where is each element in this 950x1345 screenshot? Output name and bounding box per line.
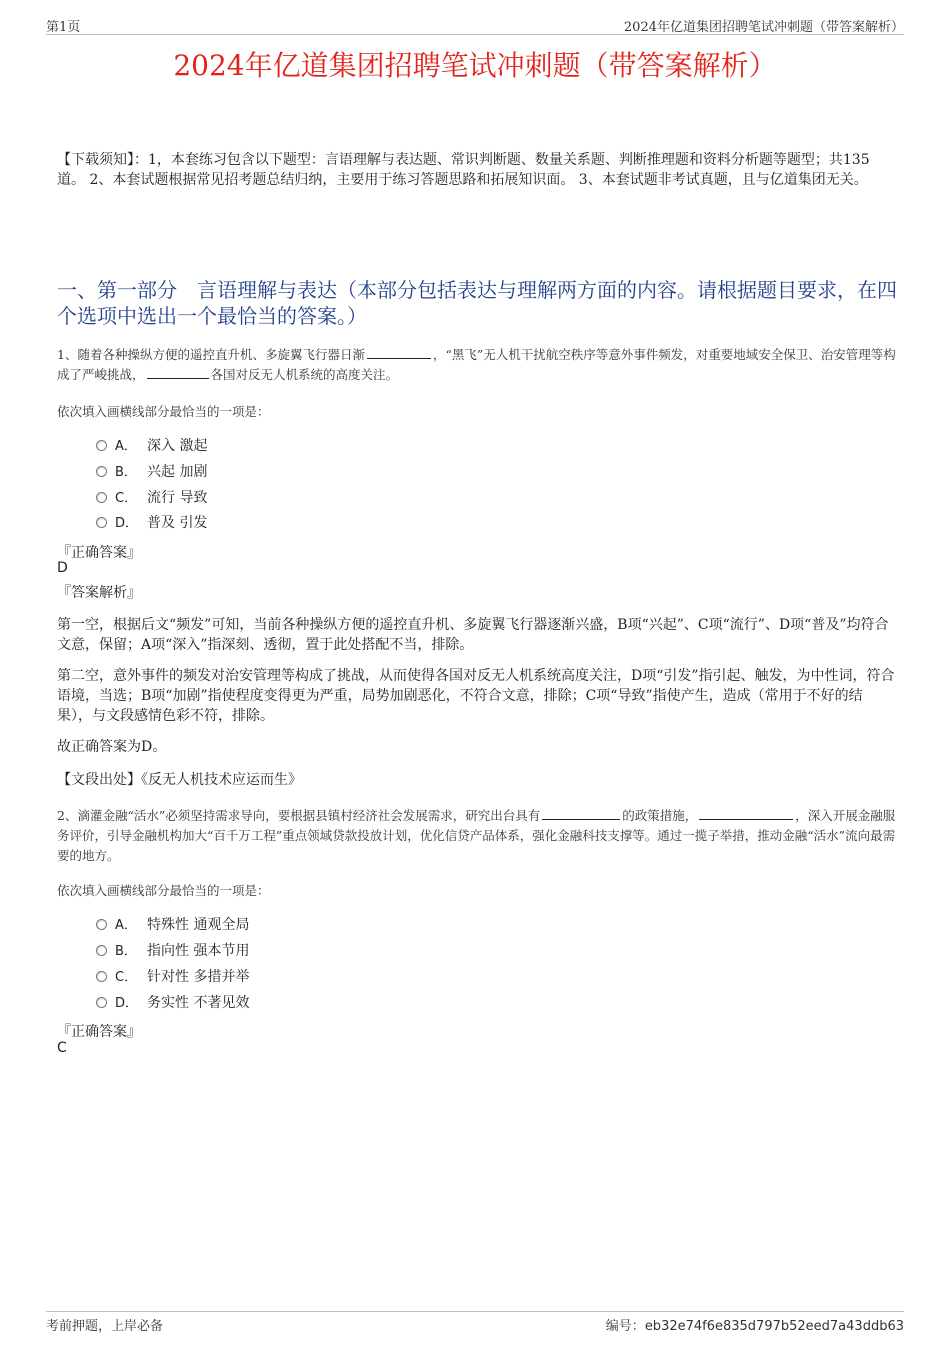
q1-stem-part-c: 各国对反无人机系统的高度关注。	[210, 367, 399, 382]
q1-source: 【文段出处】《反无人机技术应运而生》	[57, 772, 302, 788]
q1-answer: D	[57, 560, 68, 576]
q2-stem-part-b: 的政策措施，	[622, 808, 698, 823]
q2-stem-part-a: 2、滴灌金融“活水”必须坚持需求导向，要根据县镇村经济社会发展需求，研究出台具有	[57, 808, 541, 823]
q1-stem-part-a: 1、随着各种操纵方便的遥控直升机、多旋翼飞行器日渐	[57, 347, 365, 362]
q2-answer: C	[57, 1040, 67, 1056]
q1-option-b[interactable]: B． 兴起 加剧	[96, 462, 207, 482]
q1-option-c[interactable]: C． 流行 导致	[96, 488, 207, 508]
q1-option-a[interactable]: A． 深入 激起	[96, 436, 207, 456]
q1-analysis-conclusion: 故正确答案为D。	[57, 739, 167, 755]
fill-blank	[699, 806, 793, 820]
question-1-prompt: 依次填入画横线部分最恰当的一项是：	[57, 404, 270, 419]
q2-option-a[interactable]: A． 特殊性 通观全局	[96, 915, 249, 935]
radio-button[interactable]	[96, 492, 107, 503]
q2-option-b[interactable]: B． 指向性 强本节用	[96, 941, 249, 961]
fill-blank	[542, 806, 620, 820]
page-footer	[46, 1311, 904, 1334]
page-header	[46, 14, 904, 35]
q1-analysis-paragraph-2: 第二空，意外事件的频发对治安管理等构成了挑战，从而使得各国对反无人机系统高度关注，D项“引发”指引起、触发，为中性词，符合语境，当选；B项“加剧”指使程度变得更为严重，局势加剧恶化，不符合文意，排除；C项“导致”指使产生，造成（常用于不好的结果），与文段感情色彩不符，排除。	[57, 668, 895, 724]
q1-analysis-label: 『答案解析』	[57, 585, 141, 601]
footer-slogan: 考前押题，上岸必备	[46, 1319, 164, 1334]
question-2-prompt: 依次填入画横线部分最恰当的一项是：	[57, 883, 270, 898]
download-notice: 【下载须知】：1，本套练习包含以下题型：言语理解与表达题、常识判断题、数量关系题、判断推理题和资料分析题等题型；共135道。 2、本套试题根据常见招考题总结归纳，主要用于练习答题思路和拓展知识面。 3、本套试题非考试真题，且与亿道集团无关。	[57, 152, 870, 188]
fill-blank	[367, 345, 431, 359]
section-heading: 一、第一部分 言语理解与表达（本部分包括表达与理解两方面的内容。请根据题目要求，在四个选项中选出一个最恰当的答案。）	[57, 278, 897, 328]
q2-option-c[interactable]: C． 针对性 多措并举	[96, 967, 249, 987]
page-number: 第1页	[46, 20, 81, 35]
footer-code: 编号：eb32e74f6e835d797b52eed7a43ddb63	[605, 1319, 904, 1334]
fill-blank	[147, 365, 209, 379]
q1-answer-label: 『正确答案』	[57, 545, 141, 561]
question-2-stem	[57, 806, 902, 866]
q1-option-d[interactable]: D． 普及 引发	[96, 513, 207, 533]
radio-button[interactable]	[96, 517, 107, 528]
q1-stem-part-b: ，“黑飞”无人机干扰航空秩序等意外事件频发，对重要地域安全保卫、治安管理等构成了严峻挑战，	[57, 347, 896, 382]
radio-button[interactable]	[96, 440, 107, 451]
question-1-stem	[57, 345, 902, 385]
radio-button[interactable]	[96, 945, 107, 956]
q2-option-d[interactable]: D． 务实性 不著见效	[96, 993, 249, 1013]
q2-stem-part-c: ，深入开展金融服务评价，引导金融机构加大“百千万工程”重点领域贷款投放计划，优化信贷产品体系，强化金融科技支撑等。通过一揽子举措，推动金融“活水”流向最需要的地方。	[57, 808, 896, 863]
header-doc-title: 2024年亿道集团招聘笔试冲刺题（带答案解析）	[623, 20, 904, 35]
document-title: 2024年亿道集团招聘笔试冲刺题（带答案解析）	[173, 49, 777, 82]
radio-button[interactable]	[96, 997, 107, 1008]
radio-button[interactable]	[96, 971, 107, 982]
q1-analysis-paragraph-1: 第一空，根据后文“频发”可知，当前各种操纵方便的遥控直升机、多旋翼飞行器逐渐兴盛，B项“兴起”、C项“流行”、D项“普及”均符合文意，保留；A项“深入”指深刻、透彻，置于此处搭配不当，排除。	[57, 617, 889, 653]
q2-answer-label: 『正确答案』	[57, 1024, 141, 1040]
radio-button[interactable]	[96, 919, 107, 930]
radio-button[interactable]	[96, 466, 107, 477]
